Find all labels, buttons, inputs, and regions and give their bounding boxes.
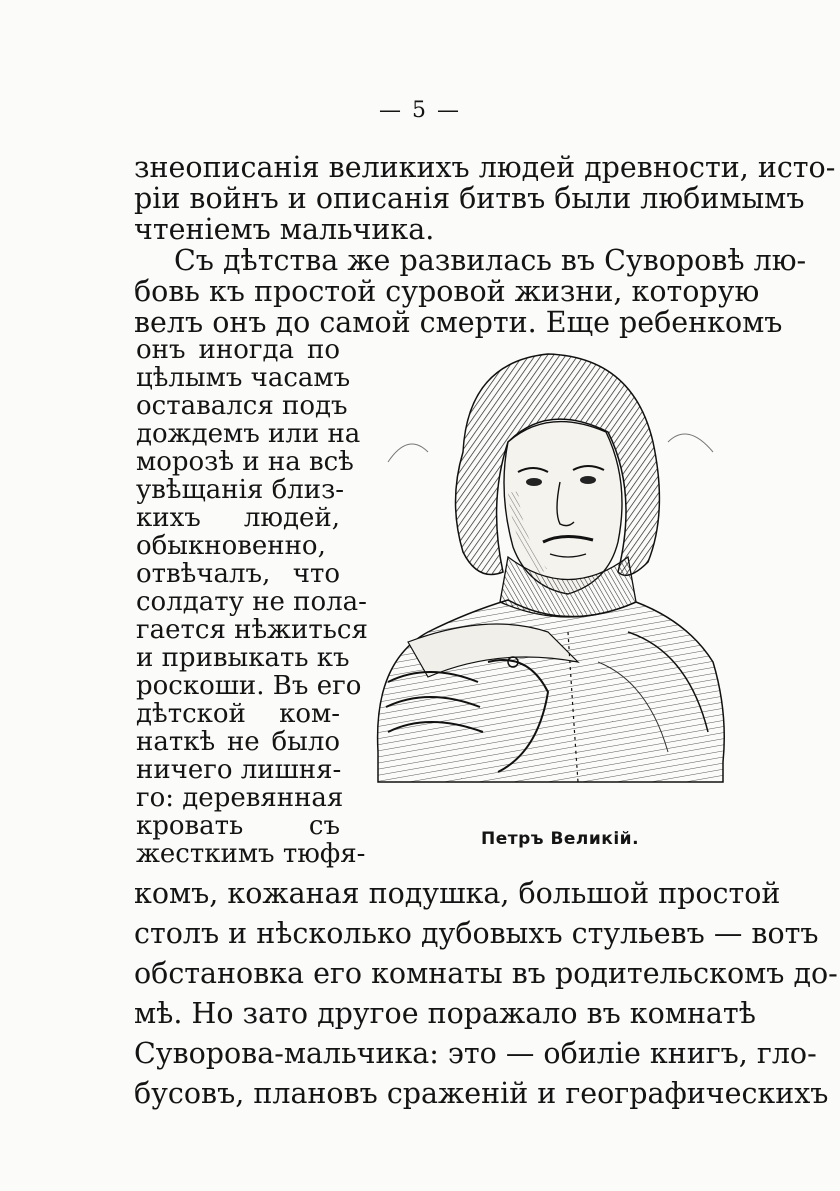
text-line: комъ, кожаная подушка, большой простой bbox=[134, 877, 781, 910]
text-line: чтеніемъ мальчика. bbox=[134, 213, 435, 246]
side-text-line: кровать съ bbox=[136, 811, 340, 841]
text-line: Съ дѣтства же развилась въ Суворовѣ лю- bbox=[174, 244, 807, 277]
side-text-line: наткѣ не было bbox=[136, 727, 340, 757]
side-text-line: обыкновенно, bbox=[136, 531, 326, 561]
side-text-line: жесткимъ тюфя- bbox=[136, 839, 366, 869]
text-line: Суворова-мальчика: это — обиліе книгъ, гло- bbox=[134, 1037, 817, 1070]
text-line: знеописанія великихъ людей древности, исто- bbox=[134, 151, 836, 184]
side-text-line: кихъ людей, bbox=[136, 503, 340, 533]
text-line: бусовъ, плановъ сраженій и географическихъ bbox=[134, 1077, 829, 1110]
figure-caption: Петръ Великій. bbox=[480, 829, 640, 849]
side-text-line: роскоши. Въ его bbox=[136, 671, 362, 701]
side-text-line: дѣтской ком- bbox=[136, 699, 340, 729]
text-line: обстановка его комнаты въ родительскомъ до- bbox=[134, 957, 838, 990]
text-line: велъ онъ до самой смерти. Еще ребенкомъ bbox=[134, 306, 783, 339]
page-number: — 5 — bbox=[379, 98, 461, 123]
side-text-line: цѣлымъ часамъ bbox=[136, 363, 351, 393]
side-text-line: гается нѣжиться bbox=[136, 615, 368, 645]
side-text-line: дождемъ или на bbox=[136, 419, 361, 449]
portrait-engraving bbox=[368, 332, 728, 812]
side-text-line: го: деревянная bbox=[136, 783, 344, 813]
text-line: бовь къ простой суровой жизни, которую bbox=[134, 275, 760, 308]
side-text-line: отвѣчалъ, что bbox=[136, 559, 340, 589]
text-line: мѣ. Но зато другое поражало въ комнатѣ bbox=[134, 997, 756, 1030]
side-text-line: солдату не пола- bbox=[136, 587, 367, 617]
side-text-line: оставался подъ bbox=[136, 391, 348, 421]
side-text-line: увѣщанія близ- bbox=[136, 475, 345, 505]
text-line: столъ и нѣсколько дубовыхъ стульевъ — вотъ bbox=[134, 917, 819, 950]
side-text-line: онъ иногда по bbox=[136, 335, 340, 365]
side-text-line: морозѣ и на всѣ bbox=[136, 447, 354, 477]
text-line: ріи войнъ и описанія битвъ были любимымъ bbox=[134, 182, 805, 215]
side-text-line: и привыкать къ bbox=[136, 643, 350, 673]
side-text-line: ничего лишня- bbox=[136, 755, 342, 785]
